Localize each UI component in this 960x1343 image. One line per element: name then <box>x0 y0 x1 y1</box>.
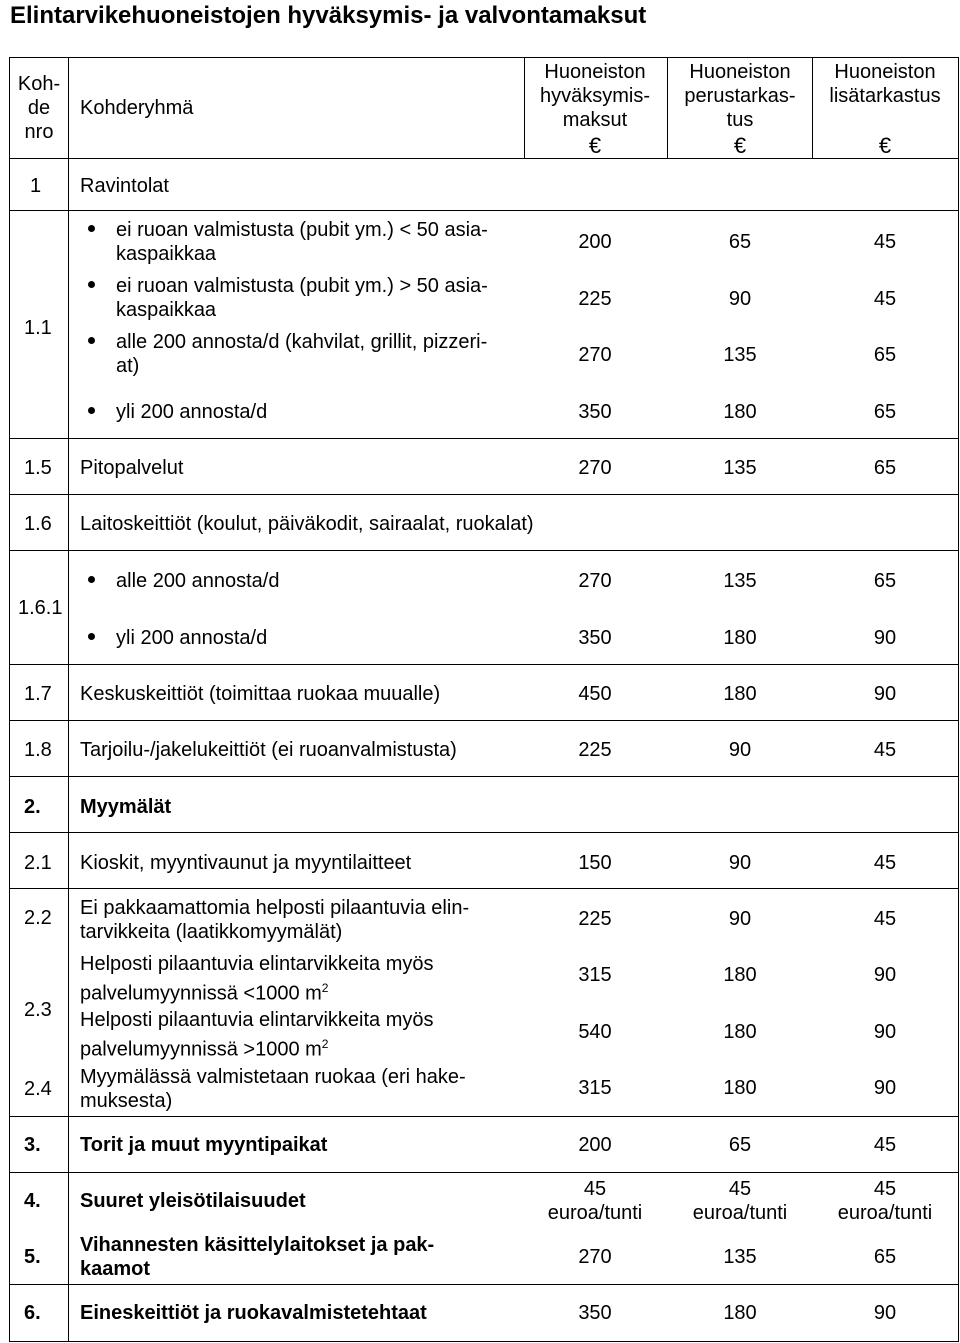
fee-value: 65 <box>873 1246 897 1268</box>
fee-value: 270 <box>578 1246 612 1268</box>
fee-value: 150 <box>578 852 612 874</box>
bullet-icon <box>88 281 95 288</box>
page-title: Elintarvikehuoneistojen hyväksymis- ja valvontamaksut <box>10 2 647 29</box>
row-nro: 3. <box>24 1134 41 1156</box>
fee-value: 350 <box>578 627 612 649</box>
row-nro: 1.7 <box>24 683 52 705</box>
fee-value: 45 <box>873 852 897 874</box>
fee-value: 450 <box>578 683 612 705</box>
fee-value: 90 <box>873 683 897 705</box>
list-item: yli 200 annosta/d <box>116 401 268 423</box>
fee-value: 350 <box>578 1302 612 1324</box>
fee-value: 65 <box>873 457 897 479</box>
list-item: yli 200 annosta/d <box>116 627 268 649</box>
list-item: alle 200 annosta/d (kahvilat, grillit, pizzeri- at) <box>116 331 488 377</box>
row-label: Keskuskeittiöt (toimittaa ruokaa muualle) <box>80 683 441 705</box>
fee-value: 90 <box>873 627 897 649</box>
fee-value: 90 <box>873 1077 897 1099</box>
fee-value: 45 <box>873 908 897 930</box>
fee-value: 45 euroa/tunti <box>692 1178 788 1224</box>
fee-value: 180 <box>723 1302 757 1324</box>
row-label: Eineskeittiöt ja ruokavalmistetehtaat <box>80 1302 427 1324</box>
fee-value: 315 <box>578 964 612 986</box>
row-nro: 1.5 <box>24 457 52 479</box>
fee-value: 90 <box>873 964 897 986</box>
fee-value: 90 <box>873 1302 897 1324</box>
row-label: Tarjoilu-/jakelukeittiöt (ei ruoanvalmistusta) <box>80 739 457 761</box>
row-label: Vihannesten käsittelylaitokset ja pak- kaamot <box>80 1234 435 1280</box>
fee-value: 65 <box>728 231 752 253</box>
header-col1: Huoneiston hyväksymis- maksut <box>539 61 650 131</box>
fee-value: 135 <box>723 570 757 592</box>
fee-value: 180 <box>723 1021 757 1043</box>
fee-value: 225 <box>578 908 612 930</box>
row-nro: 1.8 <box>24 739 52 761</box>
bullet-icon <box>88 633 95 640</box>
row-label: Suuret yleisötilaisuudet <box>80 1190 306 1212</box>
fee-value: 45 <box>873 288 897 310</box>
row-label: Torit ja muut myyntipaikat <box>80 1134 328 1156</box>
fee-value: 180 <box>723 401 757 423</box>
fee-value: 225 <box>578 739 612 761</box>
row-nro: 4. <box>24 1190 41 1212</box>
header-col2: Huoneiston perustarkas- tus <box>684 61 796 131</box>
fee-value: 350 <box>578 401 612 423</box>
fee-value: 90 <box>873 1021 897 1043</box>
row-label: Helposti pilaantuvia elintarvikkeita myös palvelumyynnissä >1000 $m^2$ <box>80 1009 434 1061</box>
row-label: Ravintolat <box>80 175 169 197</box>
fee-value: 65 <box>873 344 897 366</box>
fee-value: 135 <box>723 1246 757 1268</box>
list-item: ei ruoan valmistusta (pubit ym.) < 50 asia- kaspaikkaa <box>116 219 488 265</box>
fee-value: 270 <box>578 344 612 366</box>
fee-value: 540 <box>578 1021 612 1043</box>
bullet-icon <box>88 337 95 344</box>
row-label: Myymälät <box>80 796 172 818</box>
row-label: Myymälässä valmistetaan ruokaa (eri hake- muksesta) <box>80 1066 466 1112</box>
row-nro: 2. <box>24 796 41 818</box>
fee-value: 65 <box>873 401 897 423</box>
bullet-icon <box>88 576 95 583</box>
fee-value: 90 <box>728 908 752 930</box>
fee-value: 200 <box>578 231 612 253</box>
row-nro: 1.6.1 <box>18 597 63 619</box>
header-col3: Huoneiston lisätarkastus <box>829 61 941 107</box>
row-nro: 2.2 <box>24 907 52 929</box>
currency-symbol: € <box>733 133 747 158</box>
fee-value: 45 euroa/tunti <box>837 1178 933 1224</box>
row-nro: 1.6 <box>24 513 52 535</box>
fee-value: 180 <box>723 1077 757 1099</box>
row-label: Helposti pilaantuvia elintarvikkeita myös palvelumyynnissä <1000 $m^2$ <box>80 953 434 1005</box>
fee-value: 45 <box>873 1134 897 1156</box>
header-group: Kohderyhmä <box>80 97 194 119</box>
fee-value: 45 <box>873 739 897 761</box>
row-nro: 1 <box>30 175 42 197</box>
fee-value: 270 <box>578 570 612 592</box>
fee-value: 65 <box>873 570 897 592</box>
row-label: Pitopalvelut <box>80 457 184 479</box>
row-nro: 6. <box>24 1302 41 1324</box>
row-label: Laitoskeittiöt (koulut, päiväkodit, sairaalat, ruokalat) <box>80 513 534 535</box>
fee-value: 180 <box>723 627 757 649</box>
fee-value: 90 <box>728 288 752 310</box>
fee-value: 200 <box>578 1134 612 1156</box>
row-nro: 1.1 <box>24 317 52 339</box>
bullet-icon <box>88 407 95 414</box>
fee-value: 315 <box>578 1077 612 1099</box>
currency-symbol: € <box>878 133 892 158</box>
currency-symbol: € <box>588 133 602 158</box>
row-nro: 2.3 <box>24 999 52 1021</box>
bullet-icon <box>88 225 95 232</box>
fee-value: 90 <box>728 739 752 761</box>
fee-value: 65 <box>728 1134 752 1156</box>
row-label: Kioskit, myyntivaunut ja myyntilaitteet <box>80 852 412 874</box>
row-nro: 2.1 <box>24 852 52 874</box>
fee-value: 135 <box>723 457 757 479</box>
header-nro: Koh- de nro <box>17 73 61 143</box>
row-label: Ei pakkaamattomia helposti pilaantuvia elin- tarvikkeita (laatikkomyymälät) <box>80 897 470 943</box>
fee-value: 225 <box>578 288 612 310</box>
fee-value: 135 <box>723 344 757 366</box>
list-item: alle 200 annosta/d <box>116 570 280 592</box>
row-nro: 5. <box>24 1246 41 1268</box>
row-nro: 2.4 <box>24 1078 52 1100</box>
fee-value: 45 euroa/tunti <box>547 1178 643 1224</box>
fee-value: 180 <box>723 964 757 986</box>
fee-value: 180 <box>723 683 757 705</box>
fee-value: 90 <box>728 852 752 874</box>
list-item: ei ruoan valmistusta (pubit ym.) > 50 asia- kaspaikkaa <box>116 275 488 321</box>
fee-value: 270 <box>578 457 612 479</box>
fee-value: 45 <box>873 231 897 253</box>
